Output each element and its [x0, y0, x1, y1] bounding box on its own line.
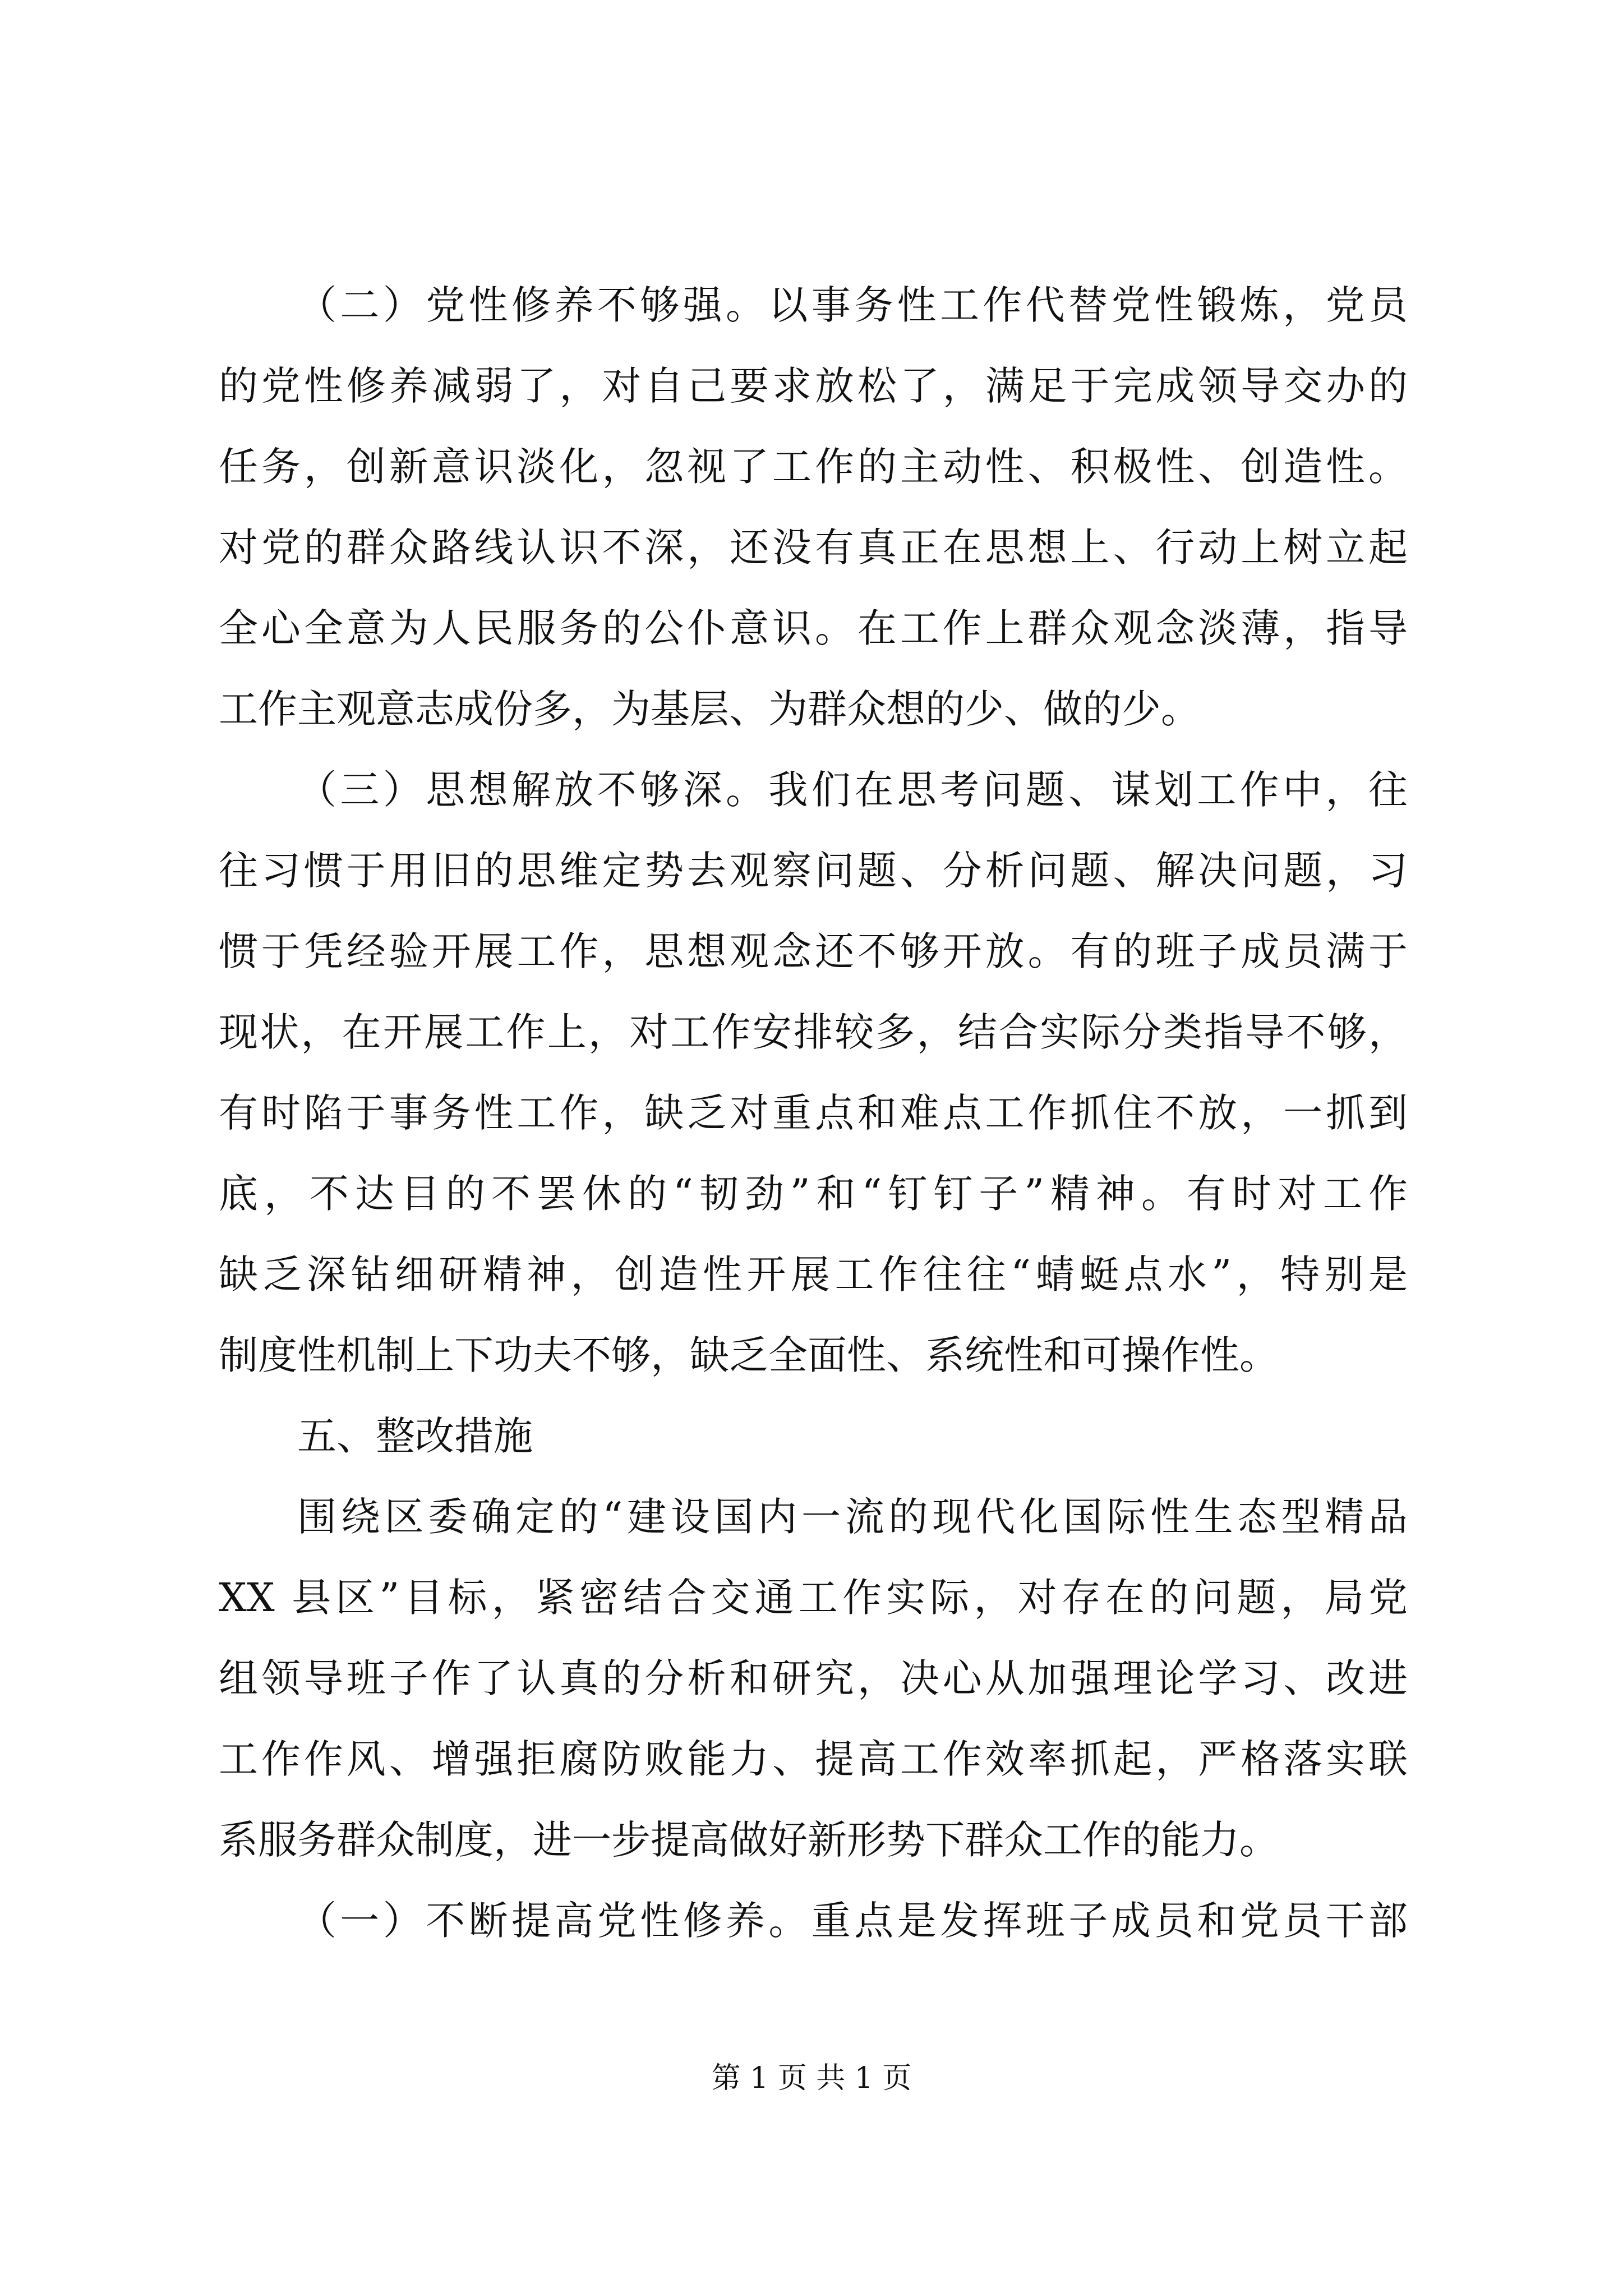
paragraph-5-line-2: XX 县区”目标，紧密结合交通工作实际，对存在的问题，局党 [219, 1575, 1408, 1621]
paragraph-2-line-6: 工作主观意志成份多，为基层、为群众想的少、做的少。 [219, 686, 1200, 732]
paragraph-3-line-7: 缺乏深钻细研精神，创造性开展工作往往“蜻蜓点水”，特别是 [219, 1251, 1408, 1297]
document-body [219, 265, 1408, 1961]
paragraph-5-line-4: 工作作风、增强拒腐防败能力、提高工作效率抓起，严格落实联 [219, 1736, 1408, 1782]
paragraph-5-line-3: 组领导班子作了认真的分析和研究，决心从加强理论学习、改进 [219, 1655, 1408, 1701]
paragraph-2-line-3: 任务，创新意识淡化，忽视了工作的主动性、积极性、创造性。 [219, 444, 1408, 490]
paragraph-3-line-6: 底，不达目的不罢休的“韧劲”和“钉钉子”精神。有时对工作 [219, 1171, 1408, 1217]
paragraph-2-line-1: （二）党性修养不够强。以事务性工作代替党性锻炼，党员 [297, 282, 1408, 328]
paragraph-2-line-2: 的党性修养减弱了，对自己要求放松了，满足于完成领导交办的 [219, 363, 1408, 409]
paragraph-3-line-1: （三）思想解放不够深。我们在思考问题、谋划工作中，往 [297, 767, 1408, 813]
paragraph-5-line-5: 系服务群众制度，进一步提高做好新形势下群众工作的能力。 [219, 1817, 1279, 1863]
page-footer: 第 1 页 共 1 页 [711, 2062, 912, 2095]
paragraph-3-line-2: 往习惯于用旧的思维定势去观察问题、分析问题、解决问题，习 [219, 848, 1408, 894]
paragraph-6-line-1: （一）不断提高党性修养。重点是发挥班子成员和党员干部 [297, 1898, 1408, 1944]
paragraph-2-line-4: 对党的群众路线认识不深，还没有真正在思想上、行动上树立起 [219, 524, 1408, 570]
paragraph-3-line-5: 有时陷于事务性工作，缺乏对重点和难点工作抓住不放，一抓到 [219, 1090, 1408, 1136]
section-heading-5: 五、整改措施 [297, 1413, 533, 1459]
paragraph-3-line-8: 制度性机制上下功夫不够，缺乏全面性、系统性和可操作性。 [219, 1332, 1279, 1378]
paragraph-5-line-1: 围绕区委确定的“建设国内一流的现代化国际性生态型精品 [297, 1494, 1408, 1540]
paragraph-3-line-4: 现状，在开展工作上，对工作安排较多，结合实际分类指导不够， [219, 1009, 1408, 1055]
paragraph-2-line-5: 全心全意为人民服务的公仆意识。在工作上群众观念淡薄，指导 [219, 605, 1408, 651]
paragraph-3-line-3: 惯于凭经验开展工作，思想观念还不够开放。有的班子成员满于 [219, 928, 1408, 974]
